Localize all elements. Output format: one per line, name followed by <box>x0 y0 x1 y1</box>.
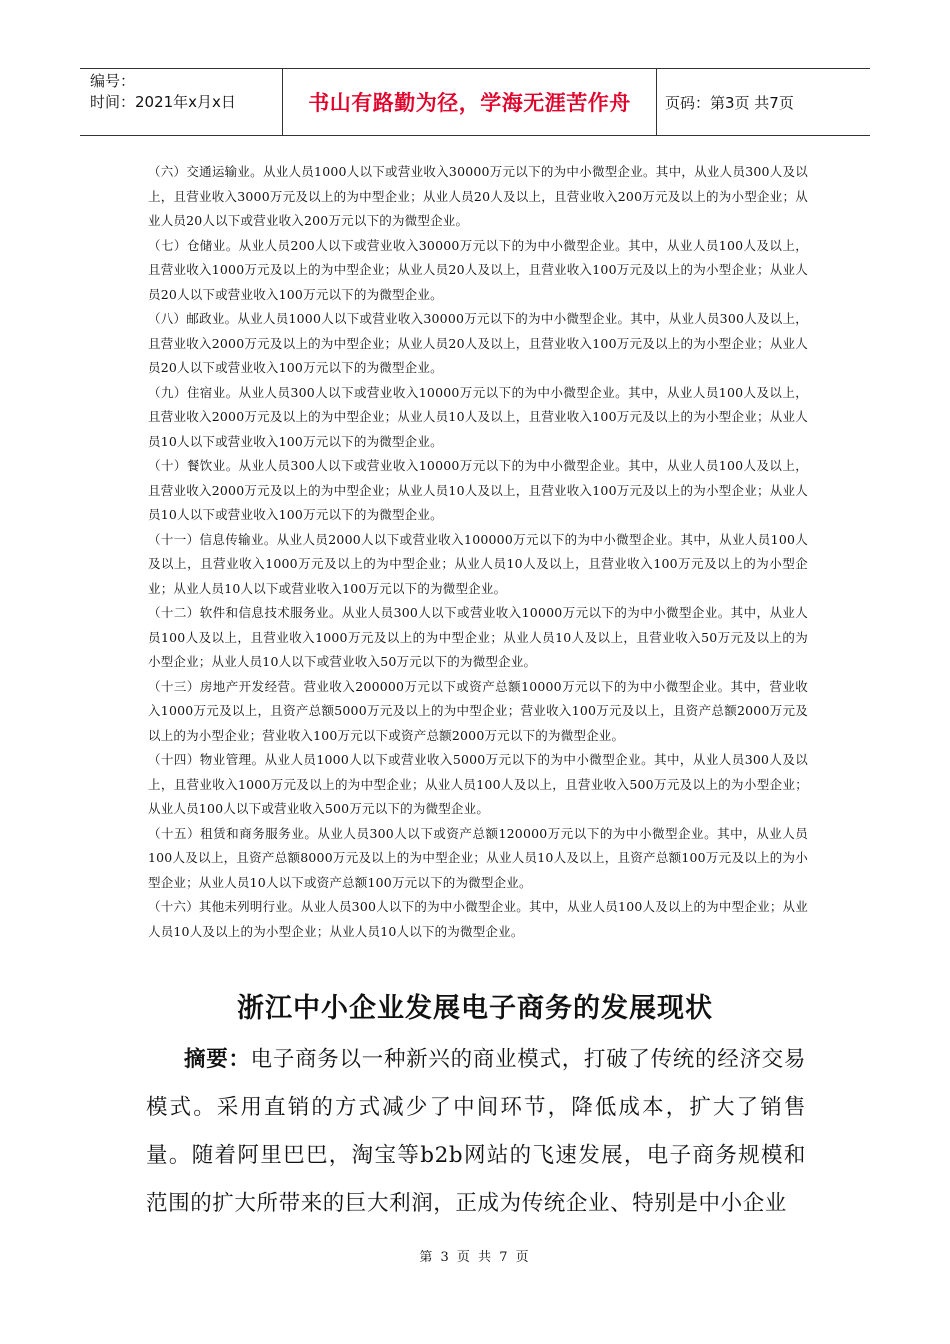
paragraph-other: （十六）其他未列明行业。从业人员300人以下的为中小微型企业。其中，从业人员100人及以上的为中型企业；从业人员10人及以上的为小型企业；从业人员10人以下的为微型企业。 <box>148 899 808 939</box>
header-meta <box>80 69 283 135</box>
header-motto: 书山有路勤为径，学海无涯苦作舟 <box>283 69 657 135</box>
paragraph-leasing: （十五）租赁和商务服务业。从业人员300人以下或资产总额120000万元以下的为中小微型企业。其中，从业人员100人及以上，且资产总额8000万元及以上的为中型企业；从业人员10人及以上，且资产总额100万元及以上的为小型企业；从业人员10人以下或资产总额100万元以下的为微型企业。 <box>148 825 808 890</box>
abstract-text: 电子商务以一种新兴的商业模式，打破了传统的经济交易模式。采用直销的方式减少了中间环节，降低成本，扩大了销售量。随着阿里巴巴，淘宝等b2b网站的飞速发展，电子商务规模和范围的扩大所带来的巨大利润，正成为传统企业、特别是中小企业 <box>146 1047 806 1216</box>
paragraph-property-mgmt: （十四）物业管理。从业人员1000人以下或营业收入5000万元以下的为中小微型企业。其中，从业人员300人及以上，且营业收入1000万元及以上的为中型企业；从业人员100人及以上，且营业收入500万元及以上的为小型企业；从业人员100人以下或营业收入500万元以下的为微型企业。 <box>148 752 808 816</box>
abstract-label: 摘要： <box>184 1047 251 1072</box>
paragraph-info-transmission: （十一）信息传输业。从业人员2000人以下或营业收入100000万元以下的为中小微型企业。其中，从业人员100人及以上，且营业收入1000万元及以上的为中型企业；从业人员10人及以上，且营业收入100万元及以上的为小型企业；从业人员10人以下或营业收入100万元以下的为微型企业。 <box>148 531 808 596</box>
date-label: 时间：2021年x月x日 <box>90 93 236 111</box>
paragraph-postal: （八）邮政业。从业人员1000人以下或营业收入30000万元以下的为中小微型企业。其中，从业人员300人及以上，且营业收入2000万元及以上的为中型企业；从业人员20人及以上，且营业收入100万元及以上的为小型企业；从业人员20人以下或营业收入100万元以下的为微型企业。 <box>148 311 808 375</box>
header-page-info: 页码：第3页 共7页 <box>665 93 794 112</box>
paragraph-catering: （十）餐饮业。从业人员300人以下或营业收入10000万元以下的为中小微型企业。其中，从业人员100人及以上，且营业收入2000万元及以上的为中型企业；从业人员10人及以上，且营业收入100万元及以上的为小型企业；从业人员10人以下或营业收入100万元以下的为微型企业。 <box>148 458 808 522</box>
article-title: 浙江中小企业发展电子商务的发展现状 <box>237 993 713 1024</box>
article-abstract <box>146 1036 806 1228</box>
page-header <box>80 68 870 136</box>
paragraph-real-estate: （十三）房地产开发经营。营业收入200000万元以下或资产总额10000万元以下的为中小微型企业。其中，营业收入1000万元及以上，且资产总额5000万元及以上的为中型企业；营业收入100万元及以上，且资产总额2000万元及以上的为小型企业；营业收入100万元以下或资产总额2000万元以下的为微型企业。 <box>148 678 808 743</box>
paragraph-storage: （七）仓储业。从业人员200人以下或营业收入30000万元以下的为中小微型企业。其中，从业人员100人及以上，且营业收入1000万元及以上的为中型企业；从业人员20人及以上，且营业收入100万元及以上的为小型企业；从业人员20人以下或营业收入100万元以下的为微型企业。 <box>148 237 808 302</box>
paragraph-transport: （六）交通运输业。从业人员1000人以下或营业收入30000万元以下的为中小微型企业。其中，从业人员300人及以上，且营业收入3000万元及以上的为中型企业；从业人员20人及以上，且营业收入200万元及以上的为小型企业；从业人员20人以下或营业收入200万元以下的为微型企业。 <box>148 164 808 228</box>
page-footer: 第 3 页 共 7 页 <box>419 1250 531 1265</box>
serial-label: 编号： <box>90 72 136 90</box>
paragraph-lodging: （九）住宿业。从业人员300人以下或营业收入10000万元以下的为中小微型企业。其中，从业人员100人及以上，且营业收入2000万元及以上的为中型企业；从业人员10人及以上，且营业收入100万元及以上的为小型企业；从业人员10人以下或营业收入100万元以下的为微型企业。 <box>148 384 808 449</box>
industry-standards-text <box>148 160 808 944</box>
paragraph-software: （十二）软件和信息技术服务业。从业人员300人以下或营业收入10000万元以下的为中小微型企业。其中，从业人员100人及以上，且营业收入1000万元及以上的为中型企业；从业人员10人及以上，且营业收入50万元及以上的为小型企业；从业人员10人以下或营业收入50万元以下的为微型企业。 <box>148 605 808 669</box>
